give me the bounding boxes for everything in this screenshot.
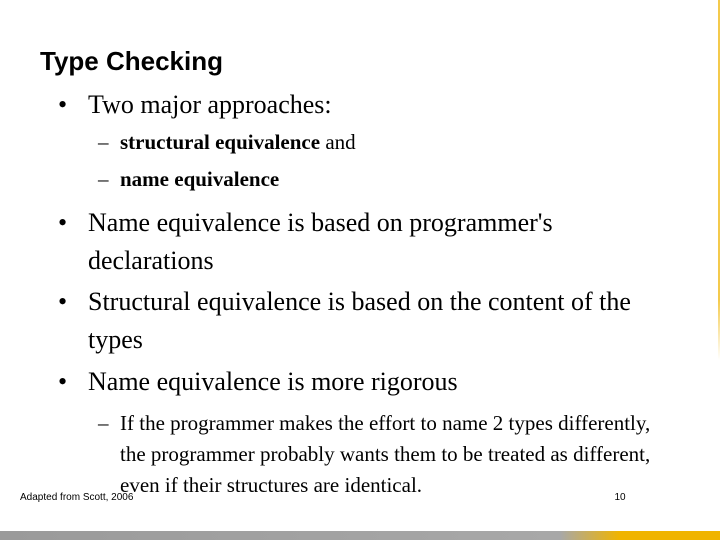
sub-bullet-mark: –	[98, 411, 109, 435]
bullet-name-rigorous	[58, 363, 638, 401]
page-number: 10	[614, 492, 626, 503]
sub-bullet-text: If the programmer makes the effort to name 2 types differently, the programmer probably wants them to be treated as different, even if their structures are identical.	[120, 411, 651, 497]
sub-bullet-structural	[98, 127, 658, 158]
bullet-text: Two major approaches:	[88, 90, 332, 119]
sub-bullet-mark: –	[98, 130, 109, 154]
bullet-mark: •	[58, 287, 68, 316]
bullet-mark: •	[58, 208, 68, 237]
slide-title: Type Checking	[40, 46, 224, 76]
bullet-mark: •	[58, 367, 68, 396]
bullet-name-equivalence-declarations	[58, 204, 638, 280]
sub-bullet-rest: and	[320, 130, 356, 154]
sub-bullet-name	[98, 164, 658, 195]
bullet-mark: •	[58, 90, 68, 119]
sub-bullet-bold-term: structural equivalence	[120, 130, 321, 154]
bottom-accent-bar	[0, 531, 720, 540]
bullet-text: Structural equivalence is based on the content of the types	[88, 287, 631, 354]
sub-bullet-mark: –	[98, 167, 109, 191]
sub-bullet-bold-term: name equivalence	[120, 167, 280, 191]
bullet-structural-content	[58, 283, 658, 359]
bullet-two-approaches	[58, 86, 618, 124]
sub-bullet-programmer-effort	[98, 408, 678, 501]
footer-credit: Adapted from Scott, 2006	[20, 492, 134, 503]
bullet-text: Name equivalence is based on programmer's declarations	[88, 208, 553, 275]
sub-bullet-text	[120, 127, 658, 158]
sub-bullet-text	[120, 164, 658, 195]
bullet-text: Name equivalence is more rigorous	[88, 367, 458, 396]
